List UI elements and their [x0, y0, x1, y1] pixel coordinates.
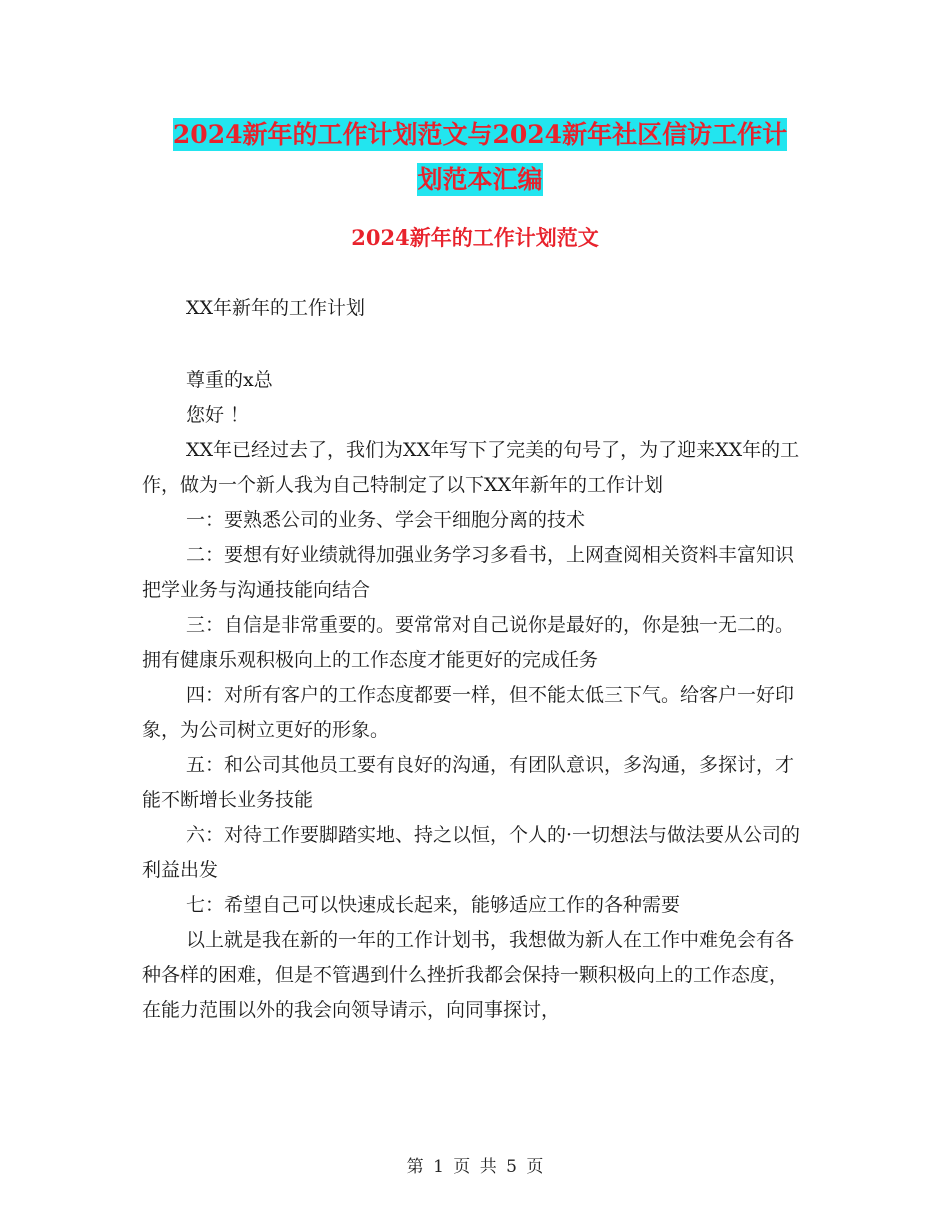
- paragraph: 四：对所有客户的工作态度都要一样，但不能太低三下气。给客户一好印象，为公司树立更好的形象。: [142, 684, 795, 741]
- section-title: 2024新年的工作计划范文: [351, 225, 599, 250]
- hello-line: 您好 ！: [186, 404, 250, 426]
- document-title: [140, 112, 820, 202]
- paragraph: 以上就是我在新的一年的工作计划书，我想做为新人在工作中难免会有各种各样的困难，但是不管遇到什么挫折我都会保持一颗积极向上的工作态度，在能力范围以外的我会向领导请示，向同事探讨，: [142, 929, 795, 1021]
- greeting: 尊重的x总: [186, 369, 273, 391]
- paragraph: 五：和公司其他员工要有良好的沟通，有团队意识，多沟通，多探讨，才能不断增长业务技能: [142, 754, 795, 811]
- document-body: [142, 291, 802, 1028]
- paragraph: 一：要熟悉公司的业务、学会干细胞分离的技术: [186, 509, 586, 531]
- paragraph: 三：自信是非常重要的。要常常对自己说你是最好的，你是独一无二的。拥有健康乐观积极向上的工作态度才能更好的完成任务: [142, 614, 795, 671]
- page-footer: 第 1 页 共 5 页: [406, 1157, 544, 1177]
- document-title-line2: 划范本汇编: [417, 165, 543, 194]
- paragraph: 六：对待工作要脚踏实地、持之以恒，个人的·一切想法与做法要从公司的利益出发: [142, 824, 801, 881]
- plan-heading: XX年新年的工作计划: [186, 297, 366, 319]
- paragraph: 二：要想有好业绩就得加强业务学习多看书，上网查阅相关资料丰富知识把学业务与沟通技能向结合: [142, 544, 795, 601]
- paragraph: XX年已经过去了，我们为XX年写下了完美的句号了，为了迎来XX年的工作，做为一个新人我为自己特制定了以下XX年新年的工作计划: [142, 439, 800, 496]
- paragraph: 七：希望自己可以快速成长起来，能够适应工作的各种需要: [186, 894, 681, 916]
- document-title-line1: 2024新年的工作计划范文与2024新年社区信访工作计: [172, 120, 788, 149]
- blank-line: [142, 326, 802, 363]
